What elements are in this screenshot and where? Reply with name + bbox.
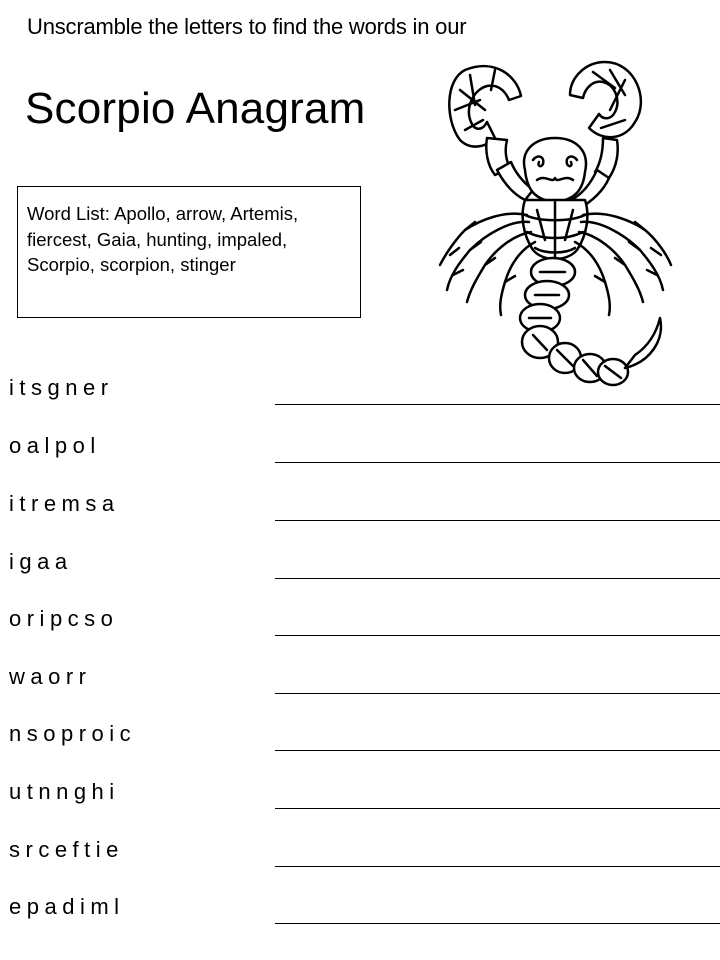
page-title: Scorpio Anagram <box>25 84 366 133</box>
anagram-row-3 <box>9 491 720 531</box>
answer-line[interactable] <box>275 578 720 579</box>
anagram-row-2 <box>9 433 720 473</box>
anagram-letters: itsgner <box>9 375 114 400</box>
answer-line[interactable] <box>275 693 720 694</box>
answer-line[interactable] <box>275 520 720 521</box>
word-list-box <box>17 186 361 318</box>
anagram-row-10 <box>9 894 720 934</box>
answer-line[interactable] <box>275 923 720 924</box>
answer-line[interactable] <box>275 462 720 463</box>
anagram-letters: igaa <box>9 549 73 574</box>
anagram-row-6 <box>9 664 720 704</box>
anagram-row-1 <box>9 375 720 415</box>
anagram-letters: itremsa <box>9 491 120 516</box>
anagram-letters: oalpol <box>9 433 101 458</box>
anagram-row-4 <box>9 549 720 589</box>
anagram-row-5 <box>9 606 720 646</box>
anagram-row-7 <box>9 721 720 761</box>
anagram-row-8 <box>9 779 720 819</box>
answer-line[interactable] <box>275 866 720 867</box>
instructions-text: Unscramble the letters to find the words in our <box>27 14 467 39</box>
scorpion-illustration <box>425 50 690 395</box>
anagram-letters: oripcso <box>9 606 119 631</box>
answer-line[interactable] <box>275 750 720 751</box>
answer-line[interactable] <box>275 808 720 809</box>
answer-line[interactable] <box>275 404 720 405</box>
anagram-letters: srceftie <box>9 837 124 862</box>
anagram-letters: waorr <box>9 664 92 689</box>
word-list-label: Word List: <box>27 203 110 224</box>
anagram-row-9 <box>9 837 720 877</box>
word-list-words: Apollo, arrow, Artemis, fiercest, Gaia, hunting, impaled, Scorpio, scorpion, stinger <box>27 203 299 275</box>
anagram-letters: nsoproic <box>9 721 137 746</box>
anagram-letters: utnnghi <box>9 779 120 804</box>
answer-line[interactable] <box>275 635 720 636</box>
anagram-letters: epadiml <box>9 894 125 919</box>
